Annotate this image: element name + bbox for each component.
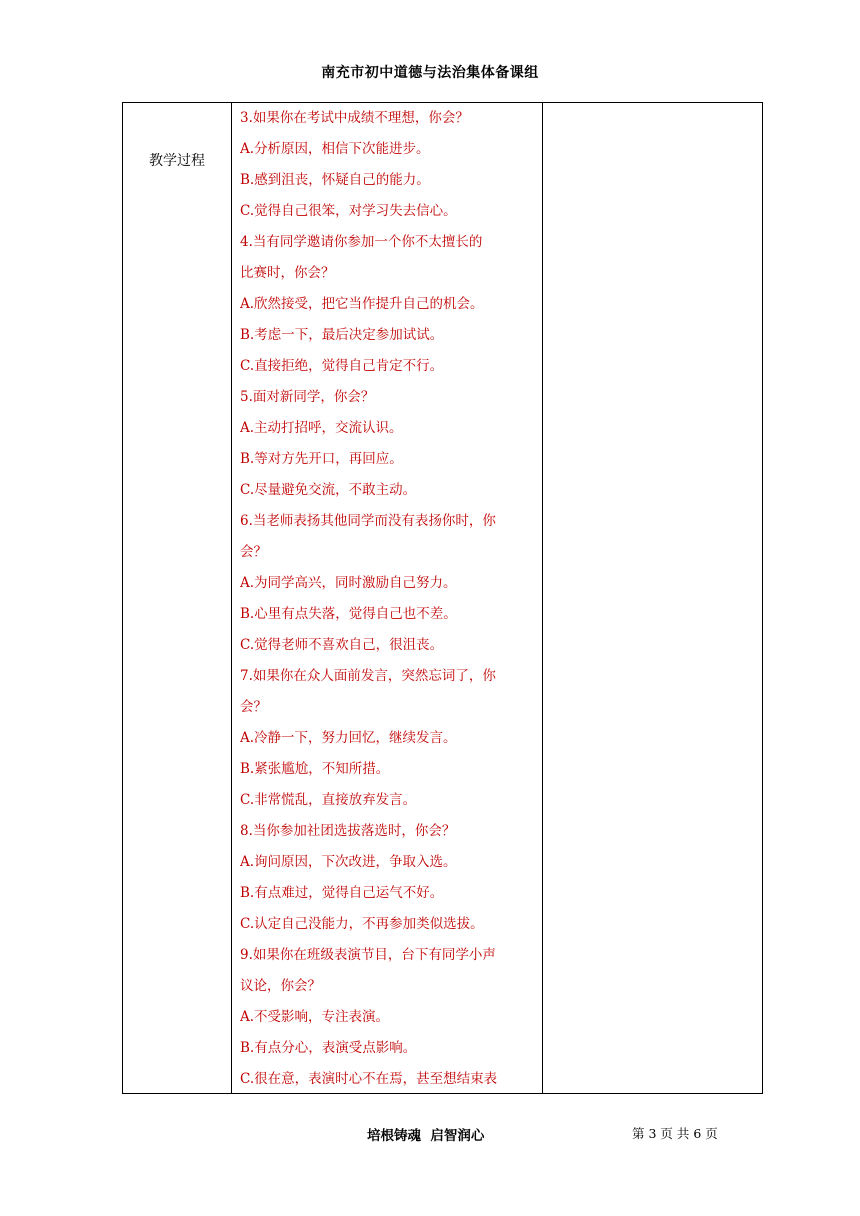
- content-line: B.有点分心，表演受点影响。: [240, 1040, 417, 1056]
- content-line: A.为同学高兴，同时激励自己努力。: [240, 575, 457, 591]
- content-line: C.直接拒绝，觉得自己肯定不行。: [240, 358, 444, 374]
- content-line: C.很在意，表演时心不在焉，甚至想结束表: [240, 1071, 498, 1087]
- content-line: B.感到沮丧，怀疑自己的能力。: [240, 172, 430, 188]
- page-number: 第 3 页 共 6 页: [632, 1126, 718, 1141]
- content-line: 8.当你参加社团选拔落选时，你会？: [240, 823, 456, 839]
- page-header-title: 南充市初中道德与法治集体备课组: [321, 65, 539, 81]
- content-line: A.主动打招呼，交流认识。: [240, 420, 403, 436]
- notes-cell: [543, 103, 762, 1093]
- content-line: B.等对方先开口，再回应。: [240, 451, 403, 467]
- content-line: C.尽量避免交流，不敢主动。: [240, 482, 417, 498]
- column-divider: [231, 103, 232, 1093]
- content-line: 议论，你会？: [240, 978, 321, 994]
- content-line: A.分析原因，相信下次能进步。: [240, 141, 430, 157]
- content-line: B.心里有点失落，觉得自己也不差。: [240, 606, 457, 622]
- content-line: C.觉得自己很笨，对学习失去信心。: [240, 203, 457, 219]
- content-line: A.欣然接受，把它当作提升自己的机会。: [240, 296, 484, 312]
- content-line: 3.如果你在考试中成绩不理想，你会？: [240, 110, 469, 126]
- content-line: B.考虑一下，最后决定参加试试。: [240, 327, 444, 343]
- content-line: 6.当老师表扬其他同学而没有表扬你时，你: [240, 513, 496, 529]
- content-line: A.冷静一下，努力回忆，继续发言。: [240, 730, 457, 746]
- lesson-plan-table: [122, 102, 763, 1094]
- content-line: 9.如果你在班级表演节目，台下有同学小声: [240, 947, 496, 963]
- footer-motto: 培根铸魂 启智润心: [367, 1128, 485, 1144]
- content-line: 7.如果你在众人面前发言，突然忘词了，你: [240, 668, 496, 684]
- content-line: B.紧张尴尬，不知所措。: [240, 761, 390, 777]
- content-line: B.有点难过，觉得自己运气不好。: [240, 885, 444, 901]
- content-line: 比赛时，你会？: [240, 265, 335, 281]
- content-line: 会？: [240, 544, 267, 560]
- content-line: A.询问原因，下次改进，争取入选。: [240, 854, 457, 870]
- content-line: 会？: [240, 699, 267, 715]
- section-label-cell: 教学过程: [149, 153, 205, 169]
- content-line: 4.当有同学邀请你参加一个你不太擅长的: [240, 234, 483, 250]
- content-line: A.不受影响，专注表演。: [240, 1009, 390, 1025]
- content-cell: [240, 103, 540, 1095]
- content-line: C.觉得老师不喜欢自己，很沮丧。: [240, 637, 444, 653]
- content-line: C.认定自己没能力，不再参加类似选拔。: [240, 916, 484, 932]
- content-line: 5.面对新同学，你会？: [240, 389, 375, 405]
- content-line: C.非常慌乱，直接放弃发言。: [240, 792, 417, 808]
